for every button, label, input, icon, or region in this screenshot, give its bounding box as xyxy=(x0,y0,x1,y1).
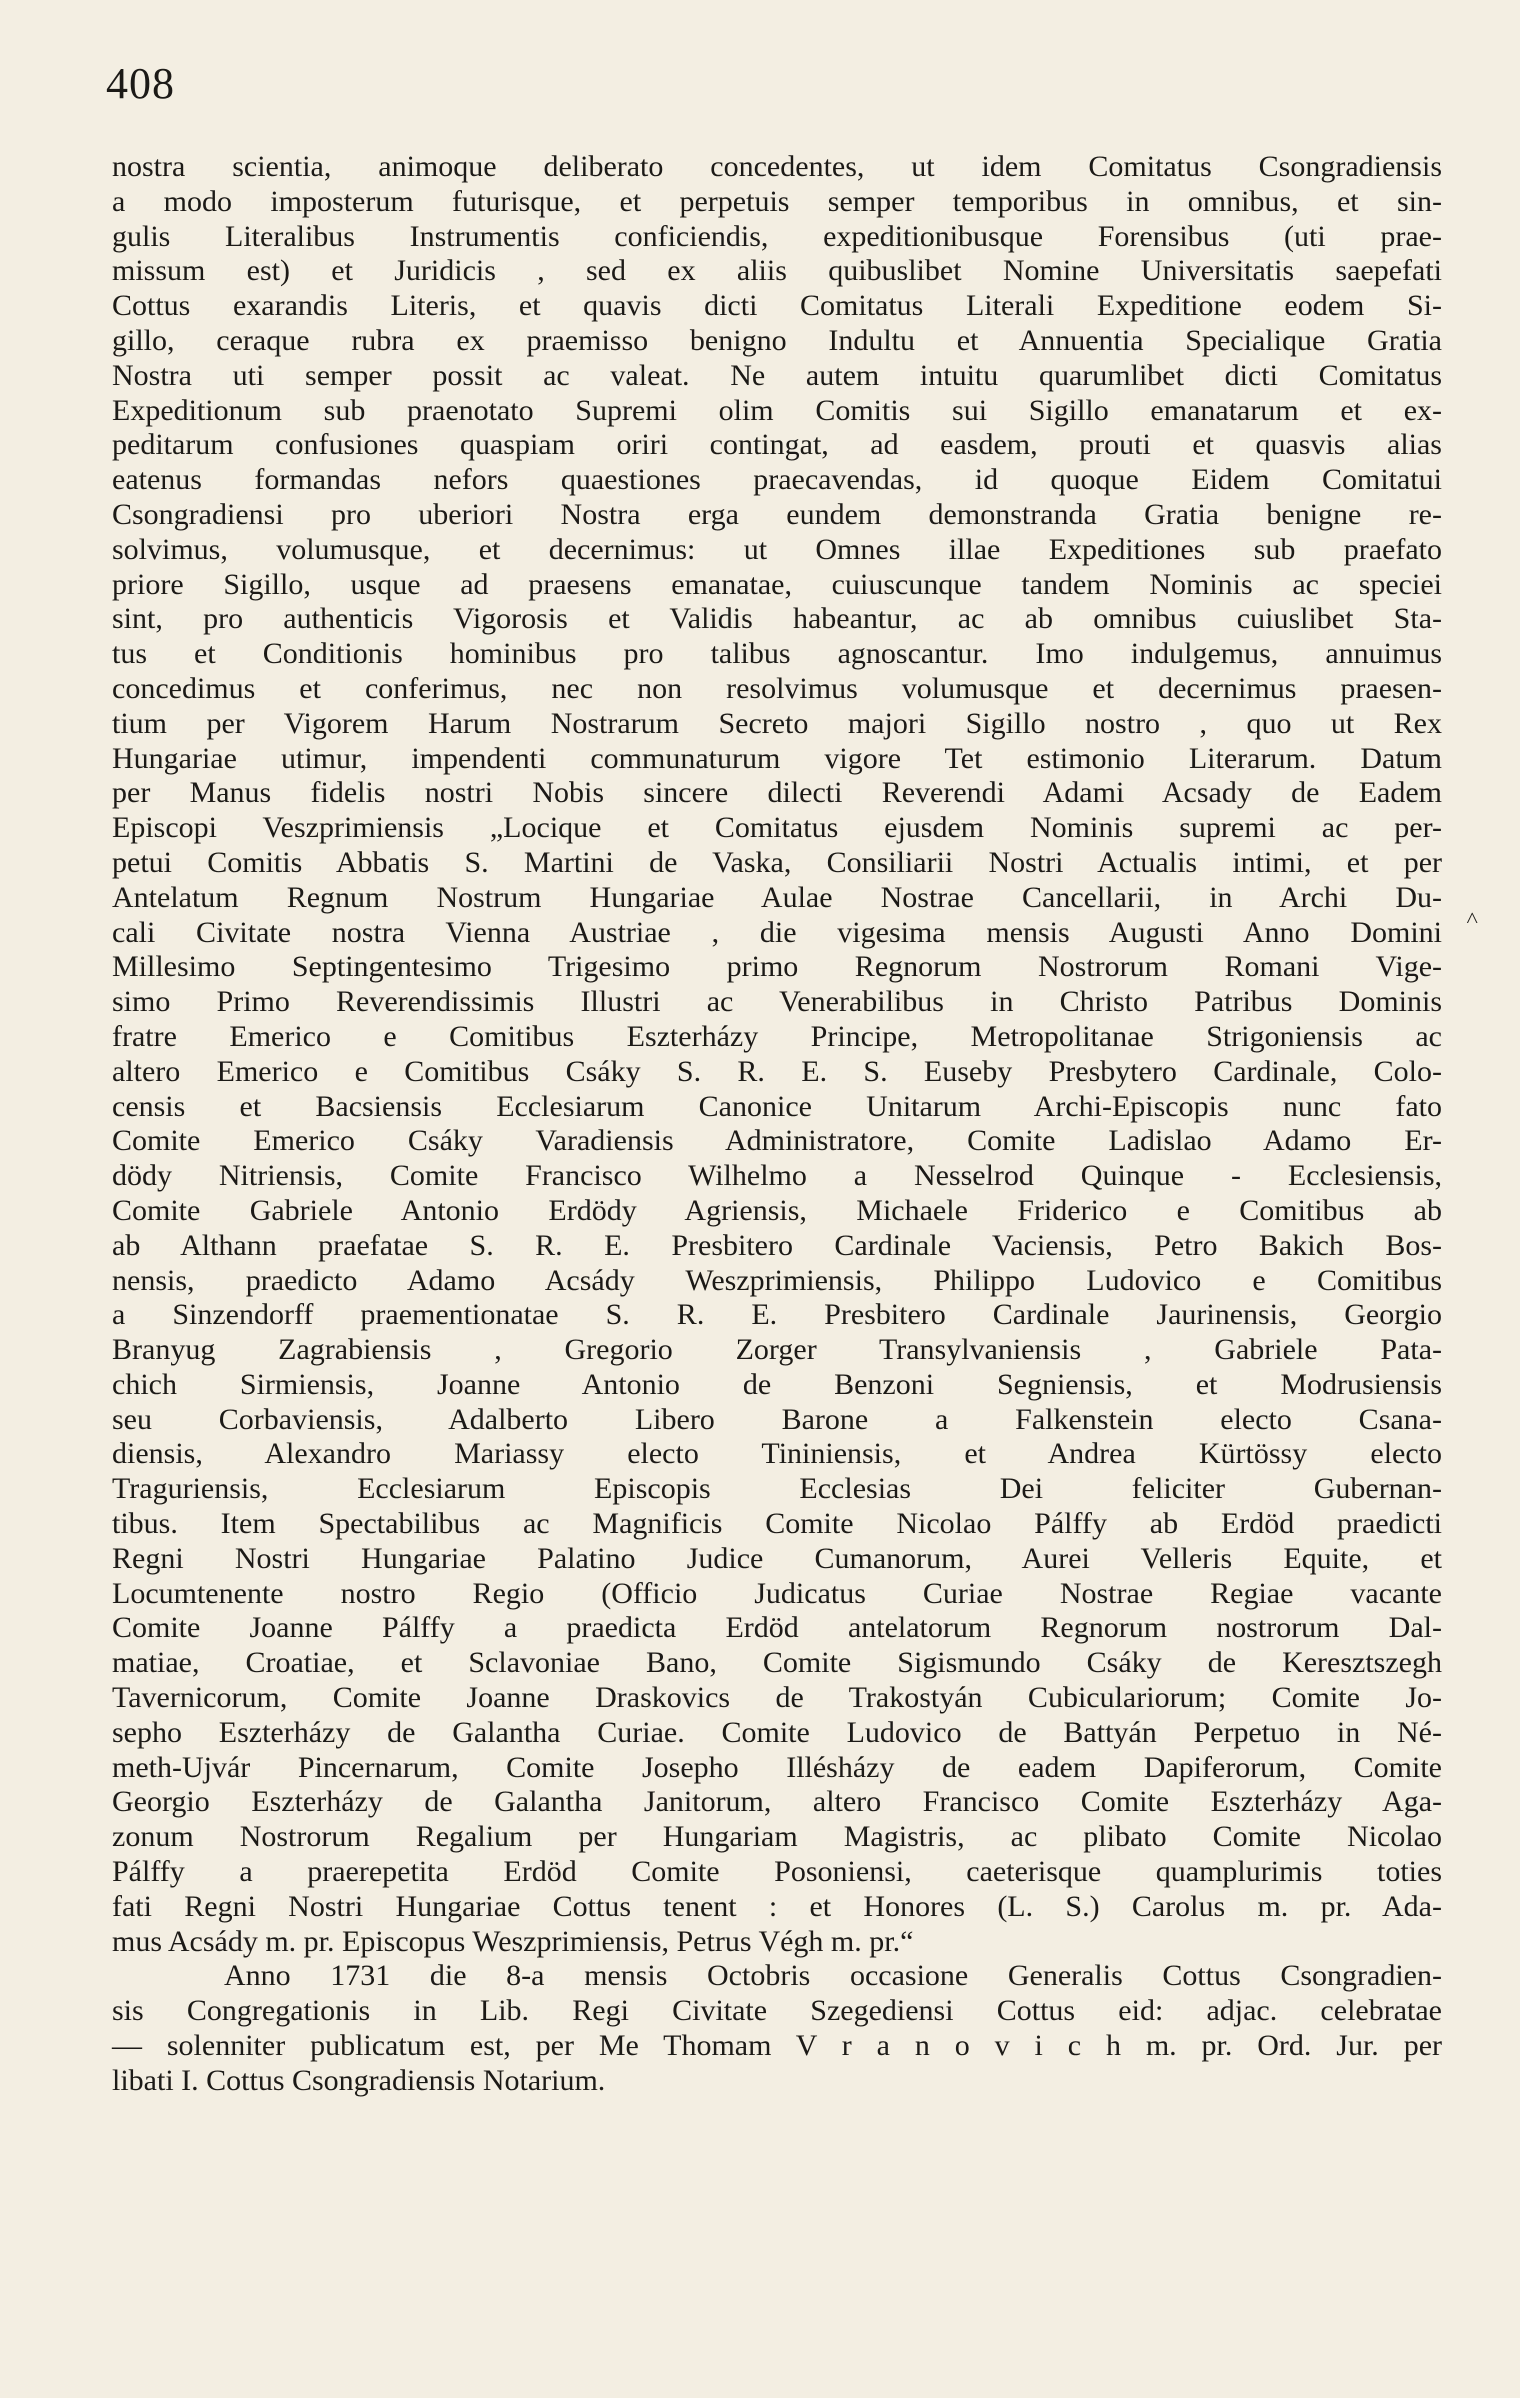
text-line: Csongradiensi pro uberiori Nostra erga eundem demonstranda Gratia benigne re- xyxy=(112,497,1442,531)
text-line: Locumtenente nostro Regio (Officio Judicatus Curiae Nostrae Regiae vacante xyxy=(112,1576,1442,1610)
text-line: a modo imposterum futurisque, et perpetuis semper temporibus in omnibus, et sin- xyxy=(112,184,1442,218)
text-line: sis Congregationis in Lib. Regi Civitate Szegediensi Cottus eid: adjac. celebratae xyxy=(112,1994,1442,2028)
text-line: nostra scientia, animoque deliberato concedentes, ut idem Comitatus Csongradiensis xyxy=(112,150,1442,183)
text-line: seu Corbaviensis, Adalberto Libero Barone a Falkenstein electo Csana- xyxy=(112,1402,1442,1436)
margin-mark: ˄ xyxy=(1466,905,1479,930)
text-line: peditarum confusiones quaspiam oriri contingat, ad easdem, prouti et quasvis alias xyxy=(112,428,1442,462)
text-line: Regni Nostri Hungariae Palatino Judice Cumanorum, Aurei Velleris Equite, et xyxy=(112,1541,1442,1575)
text-line: Tavernicorum, Comite Joanne Draskovics de Trakostyán Cubiculariorum; Comite Jo- xyxy=(112,1681,1442,1715)
text-line: Branyug Zagrabiensis , Gregorio Zorger Transylvaniensis , Gabriele Pata- xyxy=(112,1333,1442,1367)
text-line: Anno 1731 die 8-a mensis Octobris occasione Generalis Cottus Csongradien- xyxy=(224,1959,1442,1993)
text-line: eatenus formandas nefors quaestiones praecavendas, id quoque Eidem Comitatui xyxy=(112,463,1442,497)
text-line: Comite Joanne Pálffy a praedicta Erdöd antelatorum Regnorum nostrorum Dal- xyxy=(112,1611,1442,1645)
text-line: Traguriensis, Ecclesiarum Episcopis Ecclesias Dei feliciter Gubernan- xyxy=(112,1472,1442,1506)
text-line: gulis Literalibus Instrumentis conficiendis, expeditionibusque Forensibus (uti prae- xyxy=(112,219,1442,253)
text-line: altero Emerico e Comitibus Csáky S. R. E. S. Euseby Presbytero Cardinale, Colo- xyxy=(112,1054,1442,1088)
body-text xyxy=(112,150,1442,2099)
text-line: Hungariae utimur, impendenti communaturum vigore Tet estimonio Literarum. Datum xyxy=(112,741,1442,775)
text-line: nensis, praedicto Adamo Acsády Weszprimiensis, Philippo Ludovico e Comitibus xyxy=(112,1263,1442,1297)
text-line: libati I. Cottus Csongradiensis Notarium. xyxy=(112,2063,606,2097)
text-line: solvimus, volumusque, et decernimus: ut Omnes illae Expeditiones sub praefato xyxy=(112,532,1442,566)
text-line: a Sinzendorff praementionatae S. R. E. Presbitero Cardinale Jaurinensis, Georgio xyxy=(112,1298,1442,1332)
text-line: fratre Emerico e Comitibus Eszterházy Principe, Metropolitanae Strigoniensis ac xyxy=(112,1019,1442,1053)
text-line: Georgio Eszterházy de Galantha Janitorum, altero Francisco Comite Eszterházy Aga- xyxy=(112,1785,1442,1819)
text-line: Comite Emerico Csáky Varadiensis Administratore, Comite Ladislao Adamo Er- xyxy=(112,1124,1442,1158)
text-line: tium per Vigorem Harum Nostrarum Secreto majori Sigillo nostro , quo ut Rex xyxy=(112,706,1442,740)
text-line: meth-Ujvár Pincernarum, Comite Josepho Illésházy de eadem Dapiferorum, Comite xyxy=(112,1750,1442,1784)
text-line: matiae, Croatiae, et Sclavoniae Bano, Comite Sigismundo Csáky de Keresztszegh xyxy=(112,1646,1442,1680)
text-line: sint, pro authenticis Vigorosis et Validis habeantur, ac ab omnibus cuiuslibet Sta- xyxy=(112,602,1442,636)
text-line: Antelatum Regnum Nostrum Hungariae Aulae Nostrae Cancellarii, in Archi Du- xyxy=(112,880,1442,914)
text-line: mus Acsády m. pr. Episcopus Weszprimiensis, Petrus Végh m. pr.“ xyxy=(112,1924,914,1958)
text-line: simo Primo Reverendissimis Illustri ac Venerabilibus in Christo Patribus Dominis xyxy=(112,985,1442,1019)
text-line: gillo, ceraque rubra ex praemisso benigno Indultu et Annuentia Specialique Gratia xyxy=(112,323,1442,357)
text-line: cali Civitate nostra Vienna Austriae , die vigesima mensis Augusti Anno Domini xyxy=(112,915,1442,949)
text-line: Episcopi Veszprimiensis „Locique et Comitatus ejusdem Nominis supremi ac per- xyxy=(112,811,1442,845)
text-line: — solenniter publicatum est, per Me Thomam V r a n o v i c h m. pr. Ord. Jur. per xyxy=(112,2029,1442,2063)
text-line: missum est) et Juridicis , sed ex aliis quibuslibet Nomine Universitatis saepefati xyxy=(112,254,1442,288)
text-line: per Manus fidelis nostri Nobis sincere dilecti Reverendi Adami Acsady de Eadem xyxy=(112,776,1442,810)
text-line: ab Althann praefatae S. R. E. Presbitero Cardinale Vaciensis, Petro Bakich Bos- xyxy=(112,1228,1442,1262)
text-line: fati Regni Nostri Hungariae Cottus tenent : et Honores (L. S.) Carolus m. pr. Ada- xyxy=(112,1889,1442,1923)
text-line: censis et Bacsiensis Ecclesiarum Canonice Unitarum Archi-Episcopis nunc fato xyxy=(112,1089,1442,1123)
text-line: zonum Nostrorum Regalium per Hungariam Magistris, ac plibato Comite Nicolao xyxy=(112,1820,1442,1854)
text-line: tibus. Item Spectabilibus ac Magnificis Comite Nicolao Pálffy ab Erdöd praedicti xyxy=(112,1507,1442,1541)
text-line: Expeditionum sub praenotato Supremi olim Comitis sui Sigillo emanatarum et ex- xyxy=(112,393,1442,427)
text-line: priore Sigillo, usque ad praesens emanatae, cuiuscunque tandem Nominis ac speciei xyxy=(112,567,1442,601)
text-line: diensis, Alexandro Mariassy electo Tininiensis, et Andrea Kürtössy electo xyxy=(112,1437,1442,1471)
text-line: petui Comitis Abbatis S. Martini de Vaska, Consiliarii Nostri Actualis intimi, et per xyxy=(112,845,1442,879)
page-number: 408 xyxy=(106,59,175,108)
text-line: Comite Gabriele Antonio Erdödy Agriensis, Michaele Friderico e Comitibus ab xyxy=(112,1193,1442,1227)
text-line: Nostra uti semper possit ac valeat. Ne autem intuitu quarumlibet dicti Comitatus xyxy=(112,358,1442,392)
text-line: sepho Eszterházy de Galantha Curiae. Comite Ludovico de Battyán Perpetuo in Né- xyxy=(112,1715,1442,1749)
text-line: dödy Nitriensis, Comite Francisco Wilhelmo a Nesselrod Quinque - Ecclesiensis, xyxy=(112,1159,1442,1193)
text-line: Millesimo Septingentesimo Trigesimo primo Regnorum Nostrorum Romani Vige- xyxy=(112,950,1442,984)
text-line: tus et Conditionis hominibus pro talibus agnoscantur. Imo indulgemus, annuimus xyxy=(112,637,1442,671)
text-line: concedimus et conferimus, nec non resolvimus volumusque et decernimus praesen- xyxy=(112,671,1442,705)
text-line: Cottus exarandis Literis, et quavis dicti Comitatus Literali Expeditione eodem Si- xyxy=(112,289,1442,323)
text-line: Pálffy a praerepetita Erdöd Comite Posoniensi, caeterisque quamplurimis toties xyxy=(112,1855,1442,1889)
text-line: chich Sirmiensis, Joanne Antonio de Benzoni Segniensis, et Modrusiensis xyxy=(112,1367,1442,1401)
